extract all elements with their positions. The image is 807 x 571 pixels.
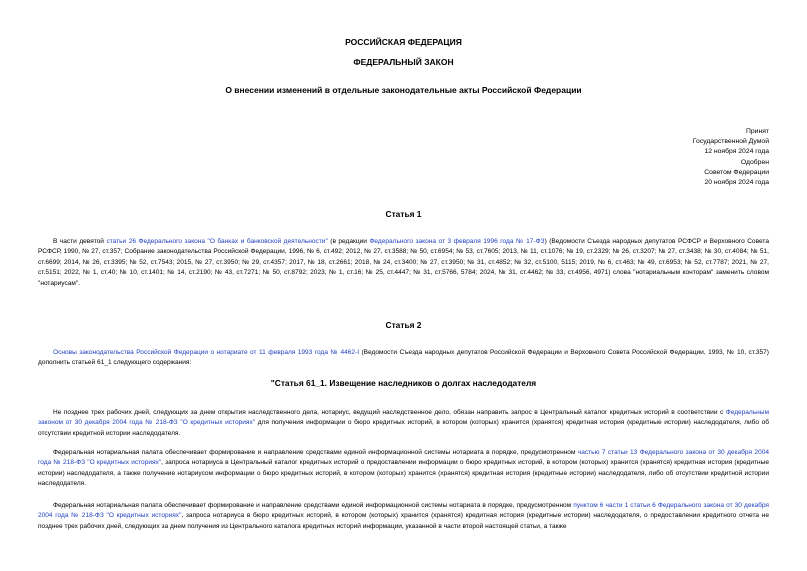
adoption-date: 12 ноября 2024 года bbox=[704, 148, 769, 156]
text: , запроса нотариуса в бюро кредитных историй, в котором (которых) хранится (хранятся) кредитная история (кредитные истории) наследодателя, о предоставлении кредитного отчета не позднее трех рабочих дней, следующих за днем получения из Центрального каталога кредитных историй информации, указанной в части второй настоящей статьи, а также bbox=[38, 512, 769, 530]
text: , запроса нотариуса в Центральный каталог кредитных историй о предоставлении информации о бюро кредитных историй, в котором (которых) хранится (хранятся) кредитная история (кредитные истории) наследодателя, а также получение нотариусом информации о бюро кредитных историй, в котором (которых) хранится (хранятся) кредитная история (кредитные истории) наследодателя, либо об отсутствии кредитной истории наследодателя. bbox=[38, 459, 769, 488]
country-heading: РОССИЙСКАЯ ФЕДЕРАЦИЯ bbox=[345, 37, 462, 47]
law-link[interactable]: Основы законодательства Российской Федерации о нотариате от 11 февраля 1993 года № 4462-I bbox=[53, 349, 360, 356]
article-1-paragraph bbox=[38, 237, 769, 289]
law-link[interactable]: статьи 26 Федерального закона "О банках и банковской деятельности" bbox=[106, 238, 328, 245]
text: ) (Ведомости Съезда народных депутатов РСФСР и Верховного Совета РСФСР, 1990, № 27, ст.357; Собрание законодательства Российской Федерации, 1996, № 6, ст.492; 2012, № 27, ст.3588; № 50, ст.6954; № 53, ст.7605; 2013, № 11, ст.1076; № 19, ст.2329; № 26, ст.3207; № 27, ст.3438; № 30, ст.4084; № 51, ст.6699; 2014, № 26, ст.3395; № 52, ст.7543; 2015, № 27, ст.3950; № 29, ст.4357; 2017, № 18, ст.2661; 2018, № 24, ст.3400; № 27, ст.3950; № 31, ст.4852; № 32, ст.5100, 5115; 2019, № 6, ст.463; № 49, ст.6953; № 52, ст.7787; 2021, № 27, ст.5151; 2022, № 1, ст.40; № 10, ст.1401; № 14, ст.2190; № 43, ст.7271; № 50, ст.8792; 2023, № 1, ст.16; № 25, ст.4447; № 31, ст.5766, 5784; 2024, № 31, ст.4462; № 33, ст.4956, 4971) слова "нотариальным конторам" заменить словом "нотариусам". bbox=[38, 238, 769, 287]
text: (в редакции bbox=[327, 238, 370, 245]
law-type-heading: ФЕДЕРАЛЬНЫЙ ЗАКОН bbox=[353, 57, 454, 67]
text: В части девятой bbox=[53, 238, 107, 245]
article-1-title: Статья 1 bbox=[385, 209, 422, 219]
text: (Ведомости Съезда народных депутатов Российской Федерации и Верховного Совета Российской Федерации, 1993, № 10, ст.357) дополнить статьей 61_1 следующего содержания: bbox=[38, 349, 769, 367]
approval-date: 20 ноября 2024 года bbox=[704, 179, 769, 187]
text: для получения информации о бюро кредитных историй, в котором (которых) хранится (хранятся) кредитная история (кредитные истории) наследодателя, либо об отсутствии кредитной истории наследодателя. bbox=[38, 419, 770, 437]
adoption-block bbox=[629, 127, 769, 188]
new-article-paragraph-3 bbox=[38, 501, 769, 532]
new-article-paragraph-1 bbox=[38, 408, 769, 439]
law-link[interactable]: Федеральным законом от 30 декабря 2004 года № 218-ФЗ "О кредитных историях" bbox=[38, 409, 769, 427]
law-link[interactable]: Федерального закона от 3 февраля 1996 года № 17-ФЗ bbox=[369, 238, 545, 245]
approval-line: Советом Федерации bbox=[704, 168, 769, 176]
text: Не позднее трех рабочих дней, следующих за днем открытия наследственного дела, нотариус, ведущий наследственное дело, обязан направить запрос в Центральный каталог кредитных историй в соответствии с bbox=[53, 409, 726, 416]
article-2-title: Статья 2 bbox=[385, 320, 422, 330]
article-2-paragraph bbox=[38, 348, 769, 369]
law-title: О внесении изменений в отдельные законодательные акты Российской Федерации bbox=[225, 85, 582, 95]
law-link[interactable]: пунктом 6 части 1 статьи 6 Федерального закона от 30 декабря 2004 года № 218-ФЗ "О кредитных историях" bbox=[38, 502, 769, 520]
new-article-title: "Статья 61_1. Извещение наследников о долгах наследодателя bbox=[270, 378, 537, 388]
text: Федеральная нотариальная палата обеспечивает формирование и направление средствами единой информационной системы нотариата в порядке, предусмотренном bbox=[53, 449, 578, 456]
new-article-paragraph-2 bbox=[38, 448, 769, 490]
text: Федеральная нотариальная палата обеспечивает формирование и направление средствами единой информационной системы нотариата в порядке, предусмотренном bbox=[53, 502, 574, 509]
approval-line: Одобрен bbox=[740, 158, 769, 166]
adoption-line: Государственной Думой bbox=[692, 138, 769, 146]
adoption-line: Принят bbox=[745, 128, 769, 135]
law-link[interactable]: частью 7 статьи 13 Федерального закона от 30 декабря 2004 года № 218-ФЗ "О кредитных историях" bbox=[38, 449, 769, 467]
